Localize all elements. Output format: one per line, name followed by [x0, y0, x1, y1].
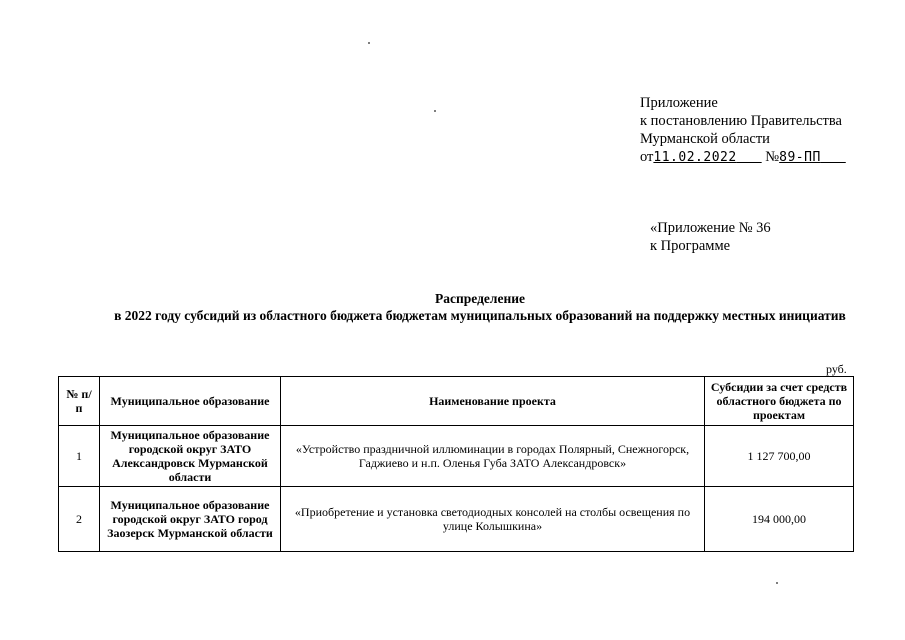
date-prefix: от: [640, 149, 654, 165]
number-prefix: №: [765, 149, 780, 165]
scan-speck: [776, 582, 778, 584]
title-line-2: в 2022 году субсидий из областного бюджета бюджетам муниципальных образований на поддержку местных инициатив: [114, 308, 846, 323]
row-municipality: Муниципальное образование городской округ ЗАТО Александровск Мурманской области: [100, 426, 281, 487]
table-row: [59, 426, 854, 487]
scan-speck: [368, 42, 370, 44]
row-amount: 194 000,00: [705, 487, 854, 552]
row-municipality: Муниципальное образование городской округ ЗАТО город Заозерск Мурманской области: [100, 487, 281, 552]
table-header-row: [59, 377, 854, 426]
approval-line-1: Приложение: [640, 95, 718, 111]
approval-date-line: [640, 148, 846, 167]
header-amount: Субсидии за счет средств областного бюджета по проектам: [705, 377, 854, 426]
subsidy-table: [58, 376, 854, 552]
header-number: № п/п: [59, 377, 100, 426]
row-project: «Приобретение и установка светодиодных консолей на столбы освещения по улице Колышкина»: [281, 487, 705, 552]
document-title: [60, 290, 900, 324]
number-value: 89-ПП: [779, 150, 821, 165]
scan-speck: [434, 110, 436, 112]
date-value: 11.02.2022: [653, 150, 737, 165]
approval-block: [640, 94, 846, 167]
table-row: [59, 487, 854, 552]
row-project: «Устройство праздничной иллюминации в городах Полярный, Снежногорск, Гаджиево и н.п. Оленья Губа ЗАТО Александровск»: [281, 426, 705, 487]
header-municipality: Муниципальное образование: [100, 377, 281, 426]
header-project: Наименование проекта: [281, 377, 705, 426]
row-number: 1: [59, 426, 100, 487]
appendix-line-1: «Приложение № 36: [650, 220, 771, 236]
row-number: 2: [59, 487, 100, 552]
title-line-1: Распределение: [434, 291, 526, 306]
appendix-block: [650, 219, 771, 255]
currency-unit: руб.: [826, 362, 847, 376]
approval-line-2: к постановлению Правительства: [640, 113, 842, 129]
approval-line-3: Мурманской области: [640, 131, 770, 147]
row-amount: 1 127 700,00: [705, 426, 854, 487]
appendix-line-2: к Программе: [650, 238, 731, 254]
